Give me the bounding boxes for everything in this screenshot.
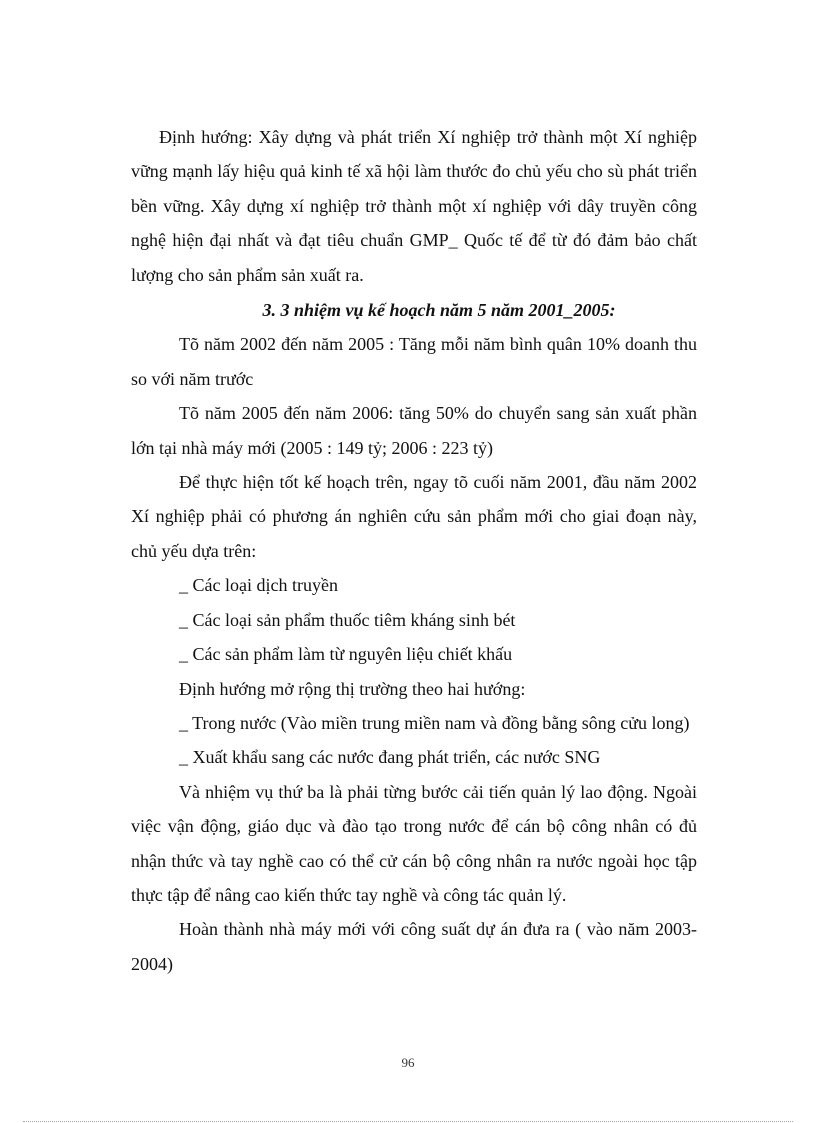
list-item: _ Xuất khẩu sang các nước đang phát triển, các nước SNG [179,747,601,768]
footer-divider [23,1121,793,1122]
paragraph-orientation: Định hướng: Xây dựng và phát triển Xí nghiệp trở thành một Xí nghiệp vững mạnh lấy hiệu quả kinh tế xã hội làm thước đo chủ yếu cho sù phát triển bền vững. Xây dựng xí nghiệp trở thành một xí nghiệp với dây truyền công nghệ hiện đại nhất và đạt tiêu chuẩn GMP_ Quốc tế để từ đó đảm bảo chất lượng cho sản phẩm sản xuất ra. [131,127,697,285]
page-number: 96 [401,1055,415,1070]
paragraph-new-factory: Hoàn thành nhà máy mới với công suất dự án đưa ra ( vào năm 2003-2004) [131,919,697,974]
paragraph-labor-management: Và nhiệm vụ thứ ba là phải từng bước cải tiến quản lý lao động. Ngoài việc vận động, giáo dục và đào tạo trong nước để cán bộ công nhân có đủ nhận thức và tay nghề cao có thể cử cán bộ công nhân ra nước ngoài học tập thực tập để nâng cao kiến thức tay nghề và công tác quản lý. [131,781,697,905]
list-item: _ Các sản phẩm làm từ nguyên liệu chiết khấu [179,644,513,665]
paragraph-target-2005-2006: Tõ năm 2005 đến năm 2006: tăng 50% do chuyển sang sản xuất phần lớn tại nhà máy mới (2005 : 149 tỷ; 2006 : 223 tỷ) [131,403,697,458]
paragraph-market-orientation: Định hướng mở rộng thị trường theo hai hướng: [179,678,526,699]
list-item: _ Trong nước (Vào miền trung miền nam và đồng bằng sông cửu long) [179,712,690,733]
page-body [131,120,697,981]
paragraph-target-2002-2005: Tõ năm 2002 đến năm 2005 : Tăng mỗi năm bình quân 10% doanh thu so với năm trước [131,334,697,389]
paragraph-implementation: Để thực hiện tốt kế hoạch trên, ngay tõ cuối năm 2001, đầu năm 2002 Xí nghiệp phải có phương án nghiên cứu sản phẩm mới cho giai đoạn này, chủ yếu dựa trên: [131,472,697,561]
section-heading: 3. 3 nhiệm vụ kế hoạch năm 5 năm 2001_2005: [262,300,616,321]
list-item: _ Các loại dịch truyền [179,575,338,596]
list-item: _ Các loại sản phẩm thuốc tiêm kháng sinh bét [179,609,516,630]
